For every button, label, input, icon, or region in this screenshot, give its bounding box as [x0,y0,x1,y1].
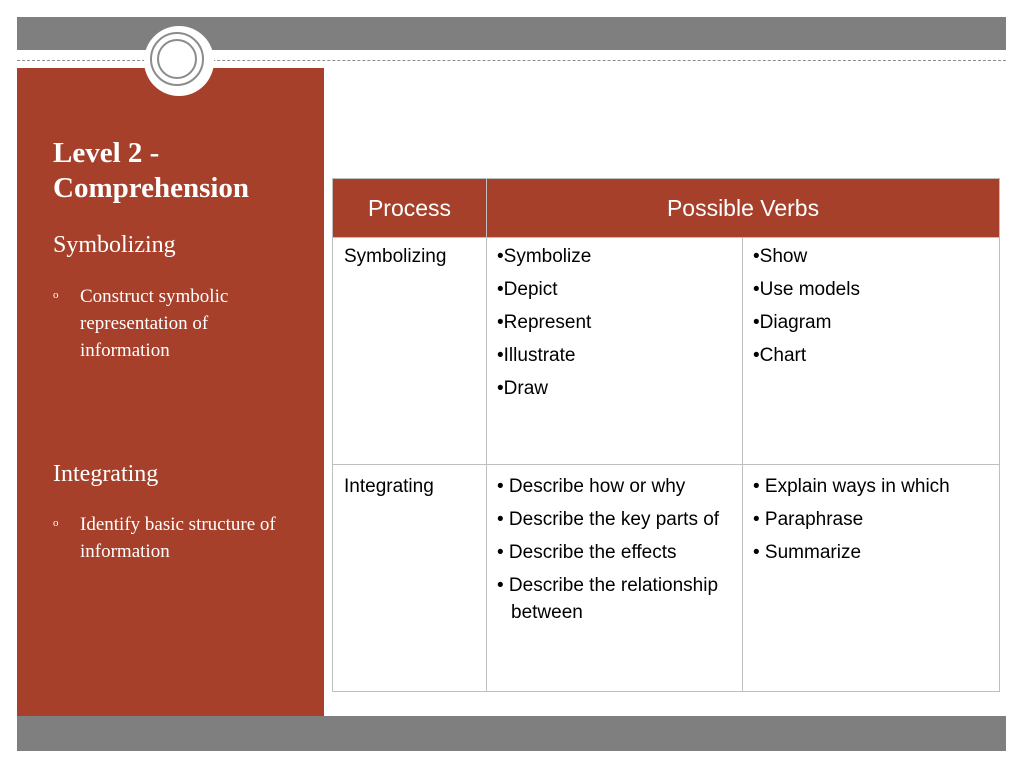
slide-title: Level 2 - Comprehension [53,137,250,204]
table-header-row [333,179,1000,238]
verb-item: •Illustrate [497,345,576,366]
verb-item: • Summarize [753,542,862,563]
verb-item: • Describe the relationship between [497,575,719,623]
verb-item: •Depict [497,279,558,300]
process-cell: Symbolizing [333,238,487,465]
header-process: Process [333,179,487,238]
table-row [333,465,1000,692]
verb-item: •Draw [497,378,548,399]
verb-item: •Use models [753,279,860,300]
verb-item: • Describe the effects [497,542,677,563]
verb-item: •Chart [753,345,807,366]
bottom-decorative-bar [17,716,1006,751]
section-heading-symbolizing: Symbolizing [53,232,176,258]
verb-item: • Explain ways in which [753,476,950,497]
bullet-text: Construct symbolic representation of information [80,286,229,361]
verbs-cell [743,465,1000,692]
verbs-table [332,178,1000,692]
verb-item: •Symbolize [497,246,592,267]
bullet-circle-icon: o [53,517,59,529]
section-heading-integrating: Integrating [53,461,159,487]
verb-item: •Show [753,246,808,267]
bullet-circle-icon: o [53,289,59,301]
verb-item: •Represent [497,312,592,333]
bullet-text: Identify basic structure of information [80,514,276,562]
verb-item: • Describe the key parts of [497,509,720,530]
table-row [333,238,1000,465]
process-cell: Integrating [333,465,487,692]
header-possible-verbs: Possible Verbs [487,179,1000,238]
verb-item: • Describe how or why [497,476,686,497]
verbs-cell [487,465,743,692]
verbs-cell [743,238,1000,465]
verbs-cell [487,238,743,465]
verb-item: •Diagram [753,312,832,333]
verb-item: • Paraphrase [753,509,864,530]
circle-ornament-ring-inner [157,39,197,79]
